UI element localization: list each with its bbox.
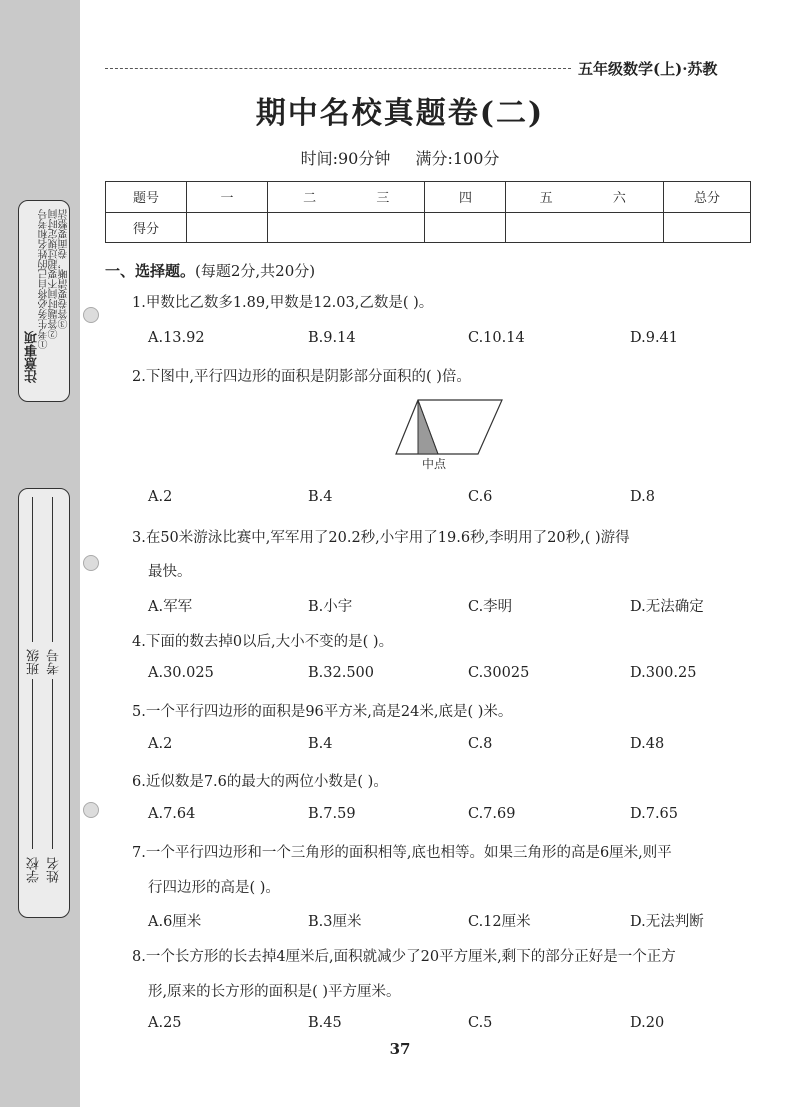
binding-hole-1	[83, 307, 99, 323]
question-4: 4.下面的数去掉0以后,大小不变的是( )。	[132, 634, 394, 650]
table-cell: 题号	[106, 182, 187, 213]
section-heading	[105, 260, 315, 281]
q2-option-c[interactable]: C.6	[468, 489, 493, 505]
table-cell-merged	[268, 182, 425, 213]
full-score: 满分:100分	[415, 149, 500, 168]
table-cell: 四	[425, 182, 506, 213]
table-cell: 一	[187, 182, 268, 213]
question-7: 7.一个平行四边形和一个三角形的面积相等,底也相等。如果三角形的高是6厘米,则平	[132, 845, 672, 861]
note-3: ③答卷要清晰，卷面要整洁	[59, 209, 70, 329]
parallelogram-figure	[394, 396, 504, 472]
q5-option-c[interactable]: C.8	[468, 736, 493, 752]
parallelogram-outline	[396, 400, 502, 454]
q2-option-b[interactable]: B.4	[308, 489, 333, 505]
q8-option-d[interactable]: D.20	[630, 1015, 665, 1031]
score-table	[105, 181, 751, 243]
table-cell: 六	[612, 191, 626, 207]
q4-option-a[interactable]: A.30.025	[148, 665, 214, 681]
binding-hole-2	[83, 555, 99, 571]
notes-box	[18, 200, 70, 402]
q3-option-c[interactable]: C.李明	[468, 599, 513, 615]
binding-hole-3	[83, 802, 99, 818]
question-1: 1.甲数比乙数多1.89,甲数是12.03,乙数是( )。	[132, 295, 434, 311]
score-table-header-row	[106, 182, 751, 213]
q3-option-a[interactable]: A.军军	[148, 599, 193, 615]
page-title: 期中名校真题卷(二)	[255, 96, 545, 131]
q6-option-a[interactable]: A.7.64	[148, 806, 196, 822]
table-cell: 总分	[664, 182, 751, 213]
exam-info	[0, 146, 800, 169]
q5-option-a[interactable]: A.2	[148, 736, 173, 752]
table-cell: 得分	[106, 212, 187, 243]
q1-option-d[interactable]: D.9.41	[630, 330, 679, 346]
q2-option-a[interactable]: A.2	[148, 489, 173, 505]
q4-option-d[interactable]: D.300.25	[630, 665, 697, 681]
q3-option-d[interactable]: D.无法确定	[630, 599, 704, 615]
q5-option-b[interactable]: B.4	[308, 736, 333, 752]
table-cell-merged	[506, 182, 664, 213]
page-number: 37	[389, 1040, 411, 1058]
score-table-score-row	[106, 212, 751, 243]
q6-option-b[interactable]: B.7.59	[308, 806, 356, 822]
score-entry-cell[interactable]	[187, 212, 268, 243]
score-entry-cell[interactable]	[425, 212, 506, 243]
q8-option-b[interactable]: B.45	[308, 1015, 342, 1031]
school-line	[32, 679, 33, 849]
q7-option-d[interactable]: D.无法判断	[630, 914, 704, 930]
school-label: 学校	[27, 857, 42, 883]
q7-option-a[interactable]: A.6厘米	[148, 914, 202, 930]
question-7-cont: 行四边形的高是( )。	[148, 880, 280, 896]
q7-option-b[interactable]: B.3厘米	[308, 914, 362, 930]
student-info-box	[18, 488, 70, 918]
q8-option-a[interactable]: A.25	[148, 1015, 182, 1031]
q5-option-d[interactable]: D.48	[630, 736, 665, 752]
question-3-cont: 最快。	[148, 564, 192, 580]
note-1: ①考生务必将自己的姓名和考号	[39, 209, 50, 349]
question-3: 3.在50米游泳比赛中,军军用了20.2秒,小宇用了19.6秒,李明用了20秒,( )游得	[132, 530, 630, 546]
exam-no-label: 考号	[47, 649, 62, 675]
q1-option-a[interactable]: A.13.92	[148, 330, 205, 346]
q7-option-c[interactable]: C.12厘米	[468, 914, 531, 930]
section-title: 一、选择题。	[105, 262, 196, 280]
header-dashed-line	[105, 68, 571, 69]
q2-option-d[interactable]: D.8	[630, 489, 655, 505]
table-cell: 五	[539, 191, 553, 207]
note-2: ②答题时间不要超过规定时间	[49, 209, 60, 339]
book-series-label: 五年级数学(上)·苏教	[578, 60, 718, 78]
notes-heading: 注意事项	[25, 331, 40, 383]
table-cell: 二	[303, 191, 317, 207]
class-line	[32, 497, 33, 642]
question-8: 8.一个长方形的长去掉4厘米后,面积就减少了20平方厘米,剩下的部分正好是一个正方	[132, 949, 676, 965]
q1-option-b[interactable]: B.9.14	[308, 330, 356, 346]
name-label: 姓名	[47, 857, 62, 883]
q4-option-c[interactable]: C.30025	[468, 665, 530, 681]
q1-option-c[interactable]: C.10.14	[468, 330, 525, 346]
question-8-cont: 形,原来的长方形的面积是( )平方厘米。	[148, 984, 401, 1000]
q4-option-b[interactable]: B.32.500	[308, 665, 375, 681]
exam-no-line	[52, 497, 53, 642]
time-limit: 时间:90分钟	[300, 149, 391, 168]
q8-option-c[interactable]: C.5	[468, 1015, 493, 1031]
q6-option-c[interactable]: C.7.69	[468, 806, 516, 822]
q6-option-d[interactable]: D.7.65	[630, 806, 679, 822]
question-6: 6.近似数是7.6的最大的两位小数是( )。	[132, 774, 388, 790]
question-2: 2.下图中,平行四边形的面积是阴影部分面积的( )倍。	[132, 369, 471, 385]
score-entry-cell[interactable]	[664, 212, 751, 243]
midpoint-label: 中点	[422, 457, 447, 471]
name-line	[52, 679, 53, 849]
class-label: 班级	[27, 649, 42, 675]
score-entry-cell[interactable]	[506, 212, 664, 243]
table-cell: 三	[376, 191, 390, 207]
q3-option-b[interactable]: B.小宇	[308, 599, 353, 615]
score-entry-cell[interactable]	[268, 212, 425, 243]
question-5: 5.一个平行四边形的面积是96平方米,高是24米,底是( )米。	[132, 704, 513, 720]
section-note: (每题2分,共20分)	[195, 262, 316, 280]
